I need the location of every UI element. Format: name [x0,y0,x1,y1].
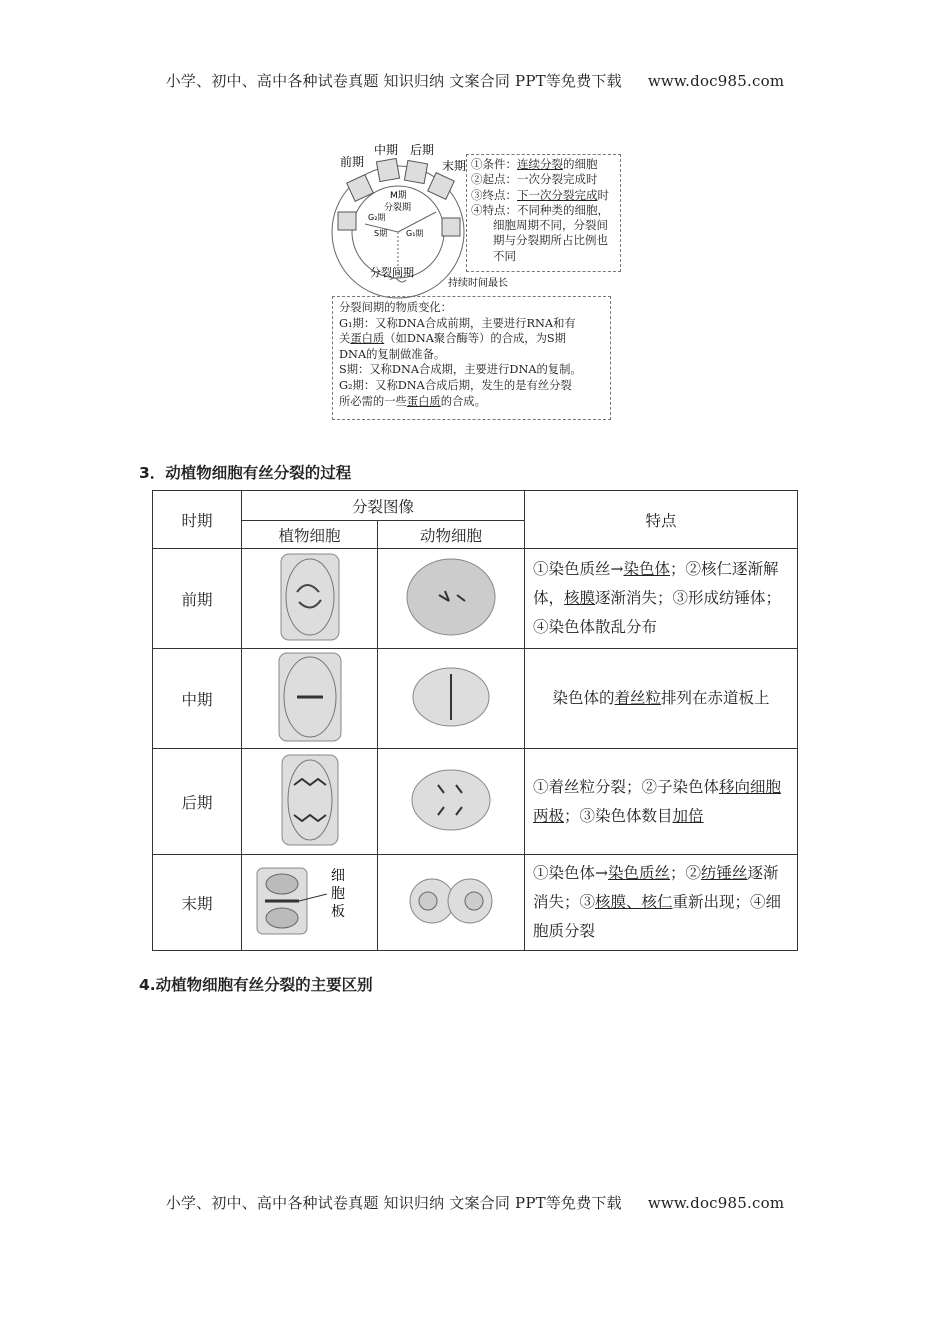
r4d: 纺锤丝 [701,864,748,882]
cond-l1a: ①条件： [471,157,517,171]
cond-l2: ②起点：一次分裂完成时 [471,172,598,187]
plate-label-2: 胞 [330,885,345,902]
m-phase-sub: 分裂期 [384,203,412,213]
inter-g1b-pre: 关 [339,332,351,346]
row-period-metaphase: 中期 [153,649,242,749]
section-4-title: 4.动植物细胞有丝分裂的主要区别 [139,976,373,994]
inter-g2b-pre: 所必需的一些 [339,394,407,408]
plant-anaphase-image [242,749,378,855]
phase-tile-2 [376,158,399,181]
r2c: 排列在赤道板上 [661,689,770,707]
plant-prophase-image [242,549,378,649]
phase-label-anaphase: 后期 [410,143,435,157]
th-animal: 动物细胞 [378,521,525,549]
longest-label: 持续时间最长 [448,278,508,289]
r1b: 染色体 [623,560,671,578]
cond-l4: ④特点：不同种类的细胞， [471,202,609,217]
plant-metaphase-image [242,649,378,749]
phase-tile-4 [428,173,455,200]
phase-label-telophase: 末期 [442,159,467,173]
inter-g2b-post: 的合成。 [440,394,486,408]
s-label: S期 [374,229,388,238]
feature-prophase [525,549,798,649]
cond-l3b: 下一次分裂完成 [517,187,598,202]
animal-metaphase-image [378,649,525,749]
animal-anaphase-image [378,749,525,855]
th-plant: 植物细胞 [242,521,378,549]
feature-telophase [525,855,798,951]
cond-l5: 细胞周期不同，分裂间 [493,218,608,233]
inter-s: S期：又称DNA合成期，主要进行DNA的复制。 [339,363,582,377]
header-site: www.doc985.com [647,72,785,90]
interphase-label: 分裂间期 [370,266,414,279]
phase-label-metaphase: 中期 [374,143,399,157]
r1a: ①染色质丝→ [533,560,624,578]
cond-l6: 期与分裂期所占比例也 [493,233,608,248]
r3a: ①着丝粒分裂；②子染色体 [533,777,720,796]
page-header [0,70,950,91]
th-period: 时期 [153,491,242,549]
r4a: ①染色体→ [533,864,608,882]
plate-label-3: 板 [330,903,345,920]
cycle-condition-box [466,154,621,272]
r4g: 重新出现；④细胞质分裂 [533,893,782,940]
g1-label: G₁期 [406,229,424,238]
inter-g1c: DNA的复制做准备。 [339,347,446,361]
inter-title: 分裂间期的物质变化： [339,301,452,314]
interphase-changes-box [332,296,611,420]
r2b: 着丝粒 [614,689,661,707]
mitosis-table [152,490,798,951]
inter-g1a: G₁期：又称DNA合成前期，主要进行RNA和有 [339,316,576,330]
animal-telophase-image [378,855,525,951]
plate-label-1: 细 [330,867,345,884]
th-feature: 特点 [525,491,798,549]
r4b: 染色质丝 [608,864,671,882]
phase-tile-1 [347,175,374,202]
footer-text: 小学、初中、高中各种试卷真题 知识归纳 文案合同 PPT等免费下载 [165,1194,622,1212]
cond-l1c: 的细胞 [563,157,598,171]
r1e: 逐渐消失；③形成纺锤体；④染色体散乱分布 [533,589,782,636]
animal-prophase-image [378,549,525,649]
m-phase-label: M期 [390,191,407,201]
phase-label-prophase: 前期 [340,155,365,169]
r3d: 加倍 [672,806,704,825]
cond-l3a: ③终点： [471,187,517,202]
plant-telophase-image [242,855,378,951]
r4f: 核膜、核仁 [595,893,673,911]
r3b: 移向细胞两极 [533,777,782,825]
feature-anaphase [525,749,798,855]
cond-l3c: 时 [597,187,609,202]
inter-g1b-u: 蛋白质 [350,332,385,346]
section-3-title: 3．动植物细胞有丝分裂的过程 [139,464,352,482]
inter-g1b-post: （如DNA聚合酶等）的合成，为S期 [384,332,566,346]
footer-site: www.doc985.com [647,1194,785,1212]
phase-tile-6 [442,218,460,236]
feature-metaphase [525,649,798,749]
r4e: 逐渐消失；③ [533,864,779,911]
r3c: ；③染色体数目 [564,806,673,825]
header-text: 小学、初中、高中各种试卷真题 知识归纳 文案合同 PPT等免费下载 [165,72,622,90]
phase-tile-3 [404,160,427,183]
r1c: ；②核仁逐渐解体， [533,560,779,607]
r1d: 核膜 [564,589,596,607]
r2a: 染色体的 [552,689,615,707]
inter-g2b-u: 蛋白质 [406,394,441,408]
row-period-prophase: 前期 [153,549,242,649]
cond-l7: 不同 [493,248,516,263]
r4c: ；② [670,864,702,882]
cond-l1b: 连续分裂 [517,157,563,171]
row-period-anaphase: 后期 [153,749,242,855]
th-images: 分裂图像 [242,491,525,521]
phase-tile-5 [338,212,356,230]
g2-label: G₂期 [368,213,386,222]
row-period-telophase: 末期 [153,855,242,951]
inter-g2a: G₂期：又称DNA合成后期，发生的是有丝分裂 [339,378,572,392]
page-footer [0,1192,950,1213]
